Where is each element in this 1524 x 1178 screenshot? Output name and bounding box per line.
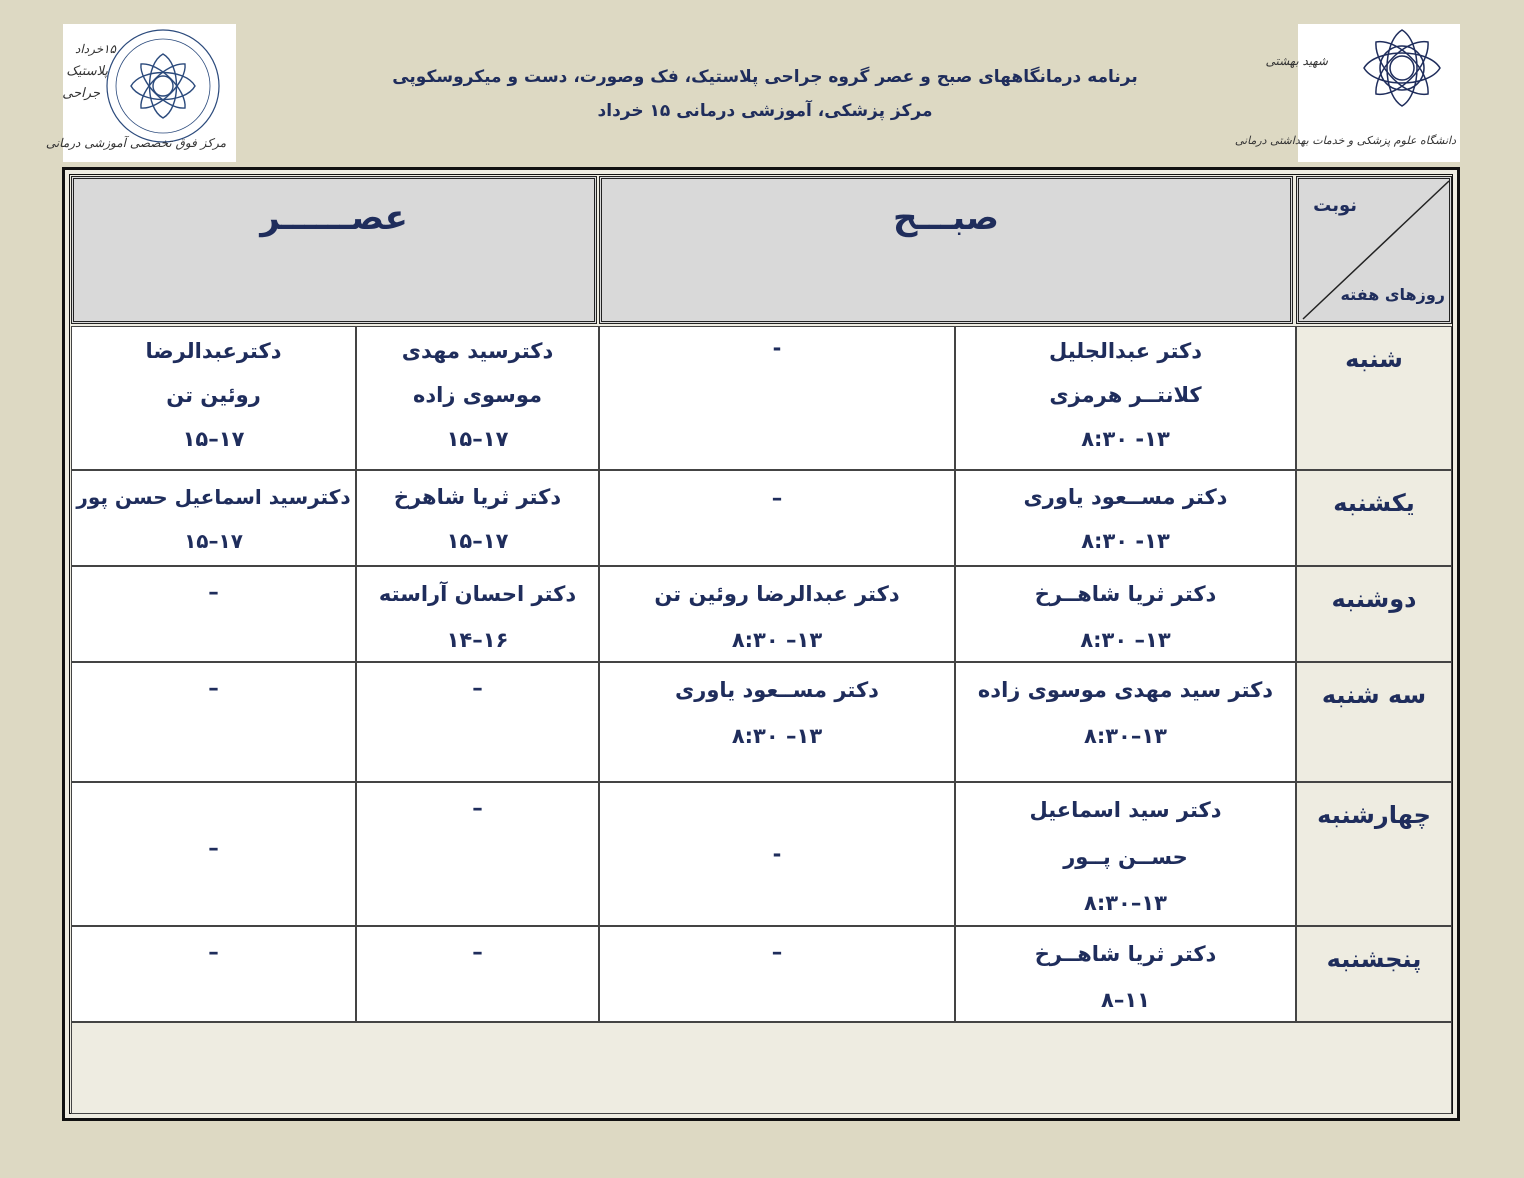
clinic-hours: ۱۱–۸ (1101, 988, 1150, 1012)
doctor-name: دکتر عبدالرضا روئین تن (654, 582, 900, 606)
clinic-hours: ۱۳–۸:۳۰ (1084, 891, 1167, 915)
clinic-hours: ۱۳- ۸:۳۰ (1081, 529, 1170, 553)
empty-slot-dash: – (472, 676, 483, 700)
logo-left-text-1: ۱۵خرداد (75, 42, 116, 56)
empty-slot-dash: – (771, 486, 783, 510)
empty-slot-dash: – (771, 940, 783, 964)
doctor-name: دکتر ثریا شاهــرخ (1034, 942, 1217, 966)
morning-slot-2-shanbeh (599, 326, 955, 470)
table-footer-band (71, 1022, 1452, 1114)
evening-header-label: عصــــــر (260, 198, 408, 238)
evening-slot-1-seshanbeh (356, 662, 599, 782)
doctor-name: دکتر ثریا شاهرخ (393, 485, 562, 509)
day-label: چهارشنبه (1317, 801, 1431, 829)
morning-slot-2-chaharshanbeh (599, 782, 955, 926)
center-logo (45, 24, 236, 162)
schedule-table (62, 167, 1460, 1121)
clinic-hours: ۱۷–۱۵ (182, 427, 245, 451)
header-title-line1: برنامه درمانگاههای صبح و عصر گروه جراحی پلاستیک، فک وصورت، دست و میکروسکوپی (392, 67, 1138, 87)
clinic-hours: ۱۷–۱۵ (184, 529, 243, 553)
morning-slot-1-yekshanbeh (955, 470, 1296, 566)
day-label: پنجشنبه (1326, 945, 1422, 973)
evening-slot-1-doshanbeh (356, 566, 599, 662)
doctor-name-cont: حســن پــور (1063, 845, 1188, 869)
corner-label-weekdays: روزهای هفته (1340, 285, 1445, 304)
doctor-name: دکتر مســعود یاوری (675, 678, 879, 702)
university-logo (1234, 24, 1460, 162)
morning-slot-1-chaharshanbeh (955, 782, 1296, 926)
empty-slot-dash: – (208, 836, 219, 860)
morning-slot-1-seshanbeh (955, 662, 1296, 782)
clinic-hours: ۱۳– ۸:۳۰ (731, 628, 823, 652)
clinic-hours: ۱۳– ۸:۳۰ (731, 724, 823, 748)
clinic-hours: ۱۳–۸:۳۰ (1084, 724, 1167, 748)
evening-slot-1-chaharshanbeh (356, 782, 599, 926)
evening-slot-1-yekshanbeh (356, 470, 599, 566)
day-label: یکشنبه (1333, 489, 1415, 517)
clinic-hours: ۱۷–۱۵ (446, 427, 509, 451)
morning-header-label: صبـــح (892, 198, 1000, 238)
clinic-hours: ۱۶–۱۴ (446, 628, 509, 652)
morning-slot-2-seshanbeh (599, 662, 955, 782)
evening-slot-1-shanbeh (356, 326, 599, 470)
doctor-name: دکتر سید مهدی موسوی زاده (977, 678, 1274, 702)
logo-right-text-1: شهید بهشتی (1265, 54, 1328, 68)
doctor-name: دکترسید مهدی (401, 339, 554, 363)
doctor-name-cont: موسوی زاده (412, 383, 542, 407)
logo-left-text-4: مرکز فوق تخصصی آموزشی درمانی (45, 136, 226, 150)
doctor-name: دکترعبدالرضا (145, 339, 282, 363)
empty-slot-dash: – (472, 796, 483, 820)
logo-left-text-3: جراحی (62, 86, 100, 101)
day-cell-shanbeh (1296, 326, 1452, 470)
doctor-name: دکتر مســعود یاوری (1023, 485, 1228, 509)
empty-slot-dash: - (772, 842, 782, 866)
morning-slot-2-doshanbeh (599, 566, 955, 662)
clinic-hours: ۱۷–۱۵ (446, 529, 509, 553)
logo-right-text-2: دانشگاه علوم پزشکی و خدمات بهداشتی درمانی (1234, 134, 1456, 147)
doctor-name: دکتر سید اسماعیل (1029, 798, 1222, 822)
day-label: دوشنبه (1331, 585, 1417, 613)
evening-header-cell (71, 176, 597, 324)
morning-slot-1-shanbeh (955, 326, 1296, 470)
logo-left-text-2: پلاستیک (66, 64, 108, 79)
evening-slot-2-chaharshanbeh (71, 782, 356, 926)
empty-slot-dash: - (772, 336, 782, 360)
day-cell-panjshanbeh (1296, 926, 1452, 1022)
clinic-hours: ۱۳- ۸:۳۰ (1081, 427, 1170, 451)
doctor-name: دکتر ثریا شاهــرخ (1034, 582, 1217, 606)
clinic-hours: ۱۳– ۸:۳۰ (1080, 628, 1171, 652)
day-cell-chaharshanbeh (1296, 782, 1452, 926)
morning-slot-2-panjshanbeh (599, 926, 955, 1022)
corner-label-shift: نوبت (1313, 195, 1357, 216)
empty-slot-dash: – (208, 676, 219, 700)
page-header (260, 60, 1270, 128)
doctor-name-cont: کلانتــر هرمزی (1049, 383, 1202, 407)
morning-slot-1-panjshanbeh (955, 926, 1296, 1022)
evening-slot-2-seshanbeh (71, 662, 356, 782)
empty-slot-dash: – (208, 940, 219, 964)
morning-header-cell (599, 176, 1293, 324)
evening-slot-2-yekshanbeh (71, 470, 356, 566)
doctor-name: دکترسید اسماعیل حسن پور (76, 485, 351, 509)
header-title-line2: مرکز پزشکی، آموزشی درمانی ۱۵ خرداد (597, 101, 933, 121)
day-label: سه شنبه (1321, 681, 1427, 709)
evening-slot-2-shanbeh (71, 326, 356, 470)
evening-slot-2-panjshanbeh (71, 926, 356, 1022)
day-cell-yekshanbeh (1296, 470, 1452, 566)
empty-slot-dash: – (472, 940, 483, 964)
day-cell-seshanbeh (1296, 662, 1452, 782)
morning-slot-1-doshanbeh (955, 566, 1296, 662)
evening-slot-1-panjshanbeh (356, 926, 599, 1022)
corner-header-cell (1296, 176, 1452, 324)
day-label: شنبه (1345, 345, 1403, 373)
morning-slot-2-yekshanbeh (599, 470, 955, 566)
doctor-name: دکتر عبدالجلیل (1048, 339, 1203, 363)
doctor-name: دکتر احسان آراسته (378, 582, 577, 606)
evening-slot-2-doshanbeh (71, 566, 356, 662)
day-cell-doshanbeh (1296, 566, 1452, 662)
empty-slot-dash: – (208, 580, 219, 604)
doctor-name-cont: روئین تن (166, 383, 261, 407)
